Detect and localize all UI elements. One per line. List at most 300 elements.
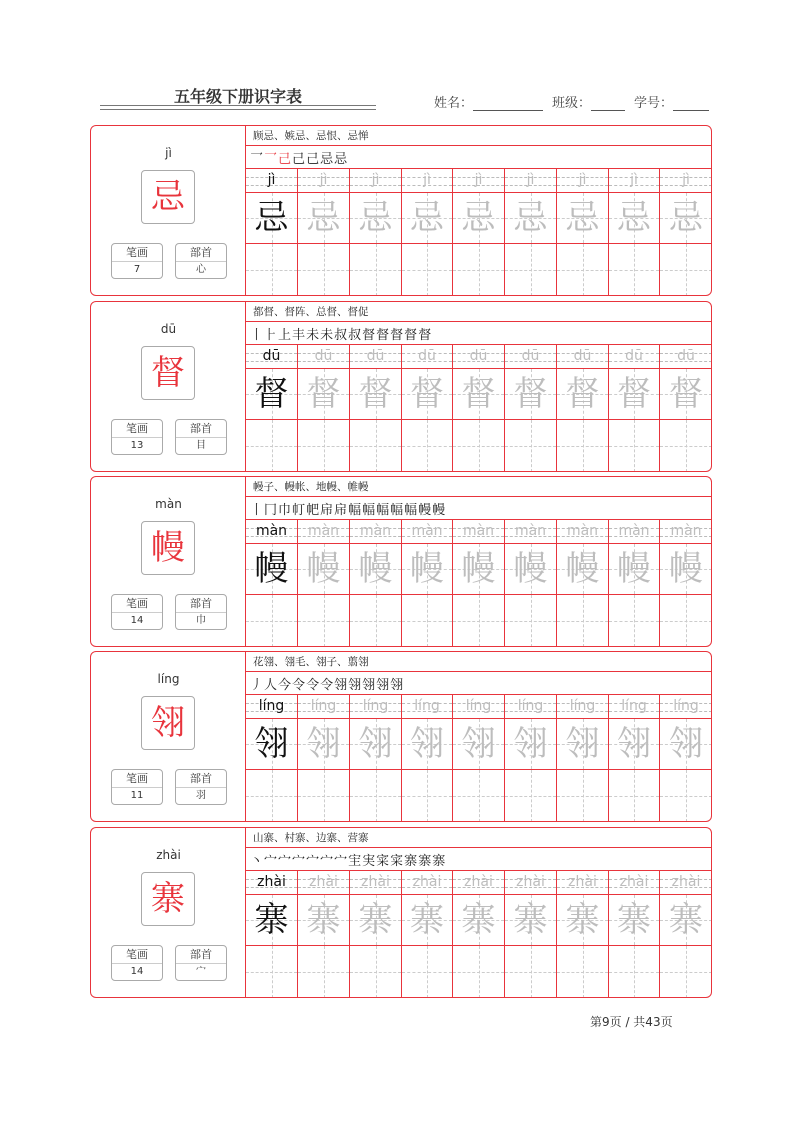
tracing-column [402, 169, 453, 296]
char-cell[interactable] [660, 895, 712, 946]
pinyin-cell[interactable] [557, 695, 608, 719]
trace-pinyin: líng [258, 698, 285, 714]
strokes-value: 11 [130, 790, 144, 801]
practice-cell[interactable] [298, 244, 349, 296]
pinyin-cell[interactable] [350, 520, 401, 544]
char-cell[interactable] [298, 369, 349, 420]
char-cell[interactable] [298, 719, 349, 770]
pinyin-cell[interactable] [453, 520, 504, 544]
pinyin-cell[interactable] [350, 871, 401, 895]
practice-cell[interactable] [350, 595, 401, 647]
tracing-column [402, 871, 453, 998]
pinyin-cell[interactable] [298, 169, 349, 193]
trace-char: 寨 [254, 900, 289, 940]
trace-pinyin: dū [418, 348, 436, 364]
practice-cell[interactable] [505, 595, 556, 647]
number-blank[interactable] [673, 97, 709, 111]
pinyin-cell[interactable] [453, 871, 504, 895]
pinyin-cell[interactable] [402, 695, 452, 719]
tracing-column [453, 345, 505, 472]
stroke-order [246, 848, 712, 871]
tracing-grid [246, 345, 712, 472]
tracing-column [298, 345, 350, 472]
practice-cell[interactable] [505, 770, 556, 822]
stroke-order [246, 672, 712, 695]
trace-pinyin: dū [366, 348, 385, 364]
pinyin-cell[interactable] [660, 695, 712, 719]
char-display-box [141, 696, 195, 750]
tracing-column [557, 520, 609, 647]
trace-pinyin: màn [514, 523, 547, 539]
tracing-column [246, 520, 298, 647]
practice-cell[interactable] [402, 946, 452, 998]
practice-cell[interactable] [298, 420, 349, 472]
stroke-step [362, 324, 375, 347]
radical-box [175, 594, 227, 630]
trace-pinyin: màn [670, 523, 702, 539]
tracing-column [453, 169, 505, 296]
practice-cell[interactable] [298, 946, 349, 998]
trace-pinyin: jì [474, 172, 483, 188]
pinyin-cell[interactable] [609, 345, 659, 369]
pinyin-cell[interactable] [609, 520, 659, 544]
tracing-column [557, 169, 609, 296]
pinyin-cell[interactable] [246, 169, 297, 193]
practice-cell[interactable] [660, 420, 712, 472]
practice-cell[interactable] [609, 595, 659, 647]
char-pinyin: líng [157, 672, 180, 686]
practice-cell[interactable] [453, 770, 504, 822]
stroke-step [418, 850, 431, 873]
stroke-step [334, 850, 347, 873]
char-cell[interactable] [557, 193, 608, 244]
char-cell[interactable] [350, 719, 401, 770]
char-cell[interactable] [298, 193, 349, 244]
stroke-step-base: 己 [292, 152, 306, 167]
stroke-step-base: 宀 [320, 854, 334, 869]
stroke-step [376, 674, 389, 697]
trace-pinyin: dū [314, 348, 333, 364]
char-cell[interactable] [505, 544, 556, 595]
tracing-column [350, 169, 402, 296]
pinyin-cell[interactable] [402, 169, 452, 193]
stroke-step [348, 499, 361, 522]
practice-cell[interactable] [453, 946, 504, 998]
stroke-step-base: 丨 [250, 328, 264, 343]
trace-char: 督 [617, 374, 651, 414]
pinyin-cell[interactable] [350, 695, 401, 719]
stroke-step-base: 叔 [348, 328, 362, 343]
pinyin-cell[interactable] [505, 169, 556, 193]
stroke-step-new: 己 [278, 152, 292, 167]
char-cell[interactable] [660, 719, 712, 770]
card-info [91, 828, 246, 997]
char-cell[interactable] [350, 369, 401, 420]
trace-char: 督 [358, 374, 393, 414]
char-display-box [141, 346, 195, 400]
pinyin-cell[interactable] [505, 695, 556, 719]
stroke-step [292, 148, 305, 171]
pinyin-cell[interactable] [557, 520, 608, 544]
trace-char: 幔 [513, 549, 548, 589]
stroke-step-base: 忌 [320, 152, 334, 167]
trace-pinyin: dū [625, 348, 643, 364]
char-cell[interactable] [453, 895, 504, 946]
tracing-column [453, 871, 505, 998]
practice-cell[interactable] [660, 595, 712, 647]
pinyin-cell[interactable] [402, 345, 452, 369]
trace-char: 寨 [669, 900, 703, 940]
practice-cell[interactable] [246, 244, 297, 296]
name-field [434, 92, 543, 111]
practice-cell[interactable] [298, 770, 349, 822]
stroke-step [376, 324, 389, 347]
trace-char: 翎 [358, 724, 393, 764]
stroke-step [348, 674, 361, 697]
radical-value: 巾 [196, 615, 206, 626]
pinyin-cell[interactable] [557, 871, 608, 895]
pinyin-cell[interactable] [660, 345, 712, 369]
stroke-step [320, 148, 333, 171]
pinyin-cell[interactable] [246, 695, 297, 719]
trace-char: 翎 [306, 724, 341, 764]
char-cell[interactable] [350, 544, 401, 595]
stroke-step-base: 翎 [376, 678, 390, 693]
stroke-step [390, 850, 403, 873]
practice-cell[interactable] [402, 244, 452, 296]
practice-cell[interactable] [246, 420, 297, 472]
pinyin-cell[interactable] [402, 520, 452, 544]
char-cell[interactable] [609, 544, 659, 595]
pinyin-cell[interactable] [298, 871, 349, 895]
trace-pinyin: zhài [671, 874, 701, 890]
char-cell[interactable] [557, 544, 608, 595]
stroke-step [348, 324, 361, 347]
stroke-step-base: 忌 [334, 152, 348, 167]
char-display-box [141, 521, 195, 575]
practice-cell[interactable] [505, 946, 556, 998]
practice-cell[interactable] [505, 244, 556, 296]
tracing-column [298, 695, 350, 822]
trace-char: 寨 [410, 900, 444, 940]
practice-cell[interactable] [557, 946, 608, 998]
practice-cell[interactable] [350, 770, 401, 822]
pinyin-cell[interactable] [557, 345, 608, 369]
radical-box [175, 419, 227, 455]
trace-char: 幔 [669, 549, 703, 589]
char-cell[interactable] [402, 895, 452, 946]
trace-char: 督 [254, 374, 289, 414]
practice-cell[interactable] [609, 946, 659, 998]
pinyin-cell[interactable] [660, 871, 712, 895]
pinyin-cell[interactable] [453, 345, 504, 369]
practice-cell[interactable] [609, 770, 659, 822]
tracing-column [505, 695, 557, 822]
char-pinyin: dū [160, 322, 177, 336]
pinyin-cell[interactable] [453, 695, 504, 719]
char-cell[interactable] [453, 719, 504, 770]
stroke-step [362, 850, 375, 873]
stroke-step-base: 督 [390, 328, 404, 343]
practice-cell[interactable] [453, 595, 504, 647]
stroke-step-base: 未 [320, 328, 334, 343]
practice-cell[interactable] [402, 770, 452, 822]
char-cell[interactable] [350, 193, 401, 244]
name-blank[interactable] [473, 97, 543, 111]
char-cell[interactable] [246, 193, 297, 244]
tracing-column [350, 871, 402, 998]
stroke-step-base: 己 [306, 152, 320, 167]
tracing-column [402, 345, 453, 472]
stroke-step-base: 丿 [250, 678, 264, 693]
trace-pinyin: líng [465, 698, 492, 714]
char-display: 督 [151, 353, 185, 393]
strokes-label: 笔画 [112, 420, 162, 438]
practice-cell[interactable] [557, 595, 608, 647]
stroke-step-base: 実 [362, 854, 376, 869]
tracing-column [505, 871, 557, 998]
char-cell[interactable] [557, 719, 608, 770]
pinyin-cell[interactable] [609, 871, 659, 895]
char-cell[interactable] [402, 719, 452, 770]
trace-char: 幔 [461, 549, 496, 589]
pinyin-cell[interactable] [505, 871, 556, 895]
stroke-step [250, 850, 263, 873]
char-cell[interactable] [609, 719, 659, 770]
stroke-step-base: 帊 [306, 503, 320, 518]
trace-char: 忌 [306, 198, 341, 238]
trace-pinyin: màn [462, 523, 495, 539]
trace-pinyin: zhài [568, 874, 597, 890]
practice-cell[interactable] [350, 946, 401, 998]
stroke-step [334, 148, 347, 171]
pinyin-cell[interactable] [660, 169, 712, 193]
trace-pinyin: jì [267, 172, 276, 188]
stroke-step-base: 宀 [334, 854, 348, 869]
char-cell[interactable] [505, 369, 556, 420]
char-card [90, 827, 712, 998]
practice-cell[interactable] [557, 244, 608, 296]
stroke-step-base: 寀 [390, 854, 404, 869]
pinyin-cell[interactable] [246, 520, 297, 544]
practice-cell[interactable] [246, 595, 297, 647]
strokes-value: 14 [130, 966, 144, 977]
trace-char: 督 [410, 374, 444, 414]
trace-char: 忌 [513, 198, 548, 238]
pinyin-cell[interactable] [298, 695, 349, 719]
char-card [90, 476, 712, 647]
char-cell[interactable] [402, 369, 452, 420]
stroke-step [306, 148, 319, 171]
tracing-column [609, 345, 660, 472]
practice-cell[interactable] [246, 770, 297, 822]
tracing-column [660, 169, 712, 296]
stroke-step-base: 督 [418, 328, 432, 343]
practice-cell[interactable] [350, 244, 401, 296]
stroke-step [292, 324, 305, 347]
char-cell[interactable] [609, 895, 659, 946]
char-card [90, 651, 712, 822]
trace-pinyin: màn [411, 523, 443, 539]
stroke-step [250, 499, 263, 522]
stroke-step [250, 674, 263, 697]
tracing-column [246, 871, 298, 998]
practice-area [246, 477, 712, 646]
char-cell[interactable] [557, 369, 608, 420]
stroke-step-base: 翎 [362, 678, 376, 693]
stroke-step-base: 今 [278, 678, 292, 693]
stroke-step-base: ⺊ [264, 328, 278, 343]
pinyin-cell[interactable] [453, 169, 504, 193]
stroke-step-base: 翎 [348, 678, 362, 693]
char-cell[interactable] [557, 895, 608, 946]
stroke-step-base: 寨 [404, 854, 418, 869]
char-cell[interactable] [505, 895, 556, 946]
pinyin-cell[interactable] [246, 345, 297, 369]
trace-pinyin: dū [262, 348, 281, 364]
pinyin-cell[interactable] [298, 345, 349, 369]
stroke-order [246, 322, 712, 345]
pinyin-cell[interactable] [350, 345, 401, 369]
practice-cell[interactable] [505, 420, 556, 472]
practice-cell[interactable] [557, 420, 608, 472]
practice-cell[interactable] [660, 770, 712, 822]
pinyin-cell[interactable] [505, 520, 556, 544]
pinyin-cell[interactable] [246, 871, 297, 895]
tracing-column [609, 520, 660, 647]
char-cell[interactable] [505, 193, 556, 244]
stroke-step [390, 499, 403, 522]
radical-label: 部首 [176, 244, 226, 262]
stroke-step [278, 499, 291, 522]
stroke-step [292, 850, 305, 873]
pinyin-cell[interactable] [298, 520, 349, 544]
name-label: 姓名： [434, 96, 474, 111]
trace-char: 幔 [254, 549, 289, 589]
stroke-step-base: 幔 [418, 503, 432, 518]
practice-cell[interactable] [660, 244, 712, 296]
practice-cell[interactable] [402, 420, 452, 472]
pinyin-cell[interactable] [402, 871, 452, 895]
char-cell[interactable] [350, 895, 401, 946]
stroke-step-base: 令 [320, 678, 334, 693]
practice-area [246, 828, 712, 997]
stroke-step-base: 宀 [306, 854, 320, 869]
trace-char: 翎 [669, 724, 703, 764]
char-cell[interactable] [505, 719, 556, 770]
tracing-column [505, 169, 557, 296]
trace-char: 翎 [617, 724, 651, 764]
practice-cell[interactable] [298, 595, 349, 647]
trace-pinyin: líng [517, 698, 544, 714]
practice-cell[interactable] [609, 420, 659, 472]
strokes-label: 笔画 [112, 595, 162, 613]
stroke-step-base: 令 [292, 678, 306, 693]
pinyin-cell[interactable] [557, 169, 608, 193]
strokes-label: 笔画 [112, 244, 162, 262]
practice-cell[interactable] [402, 595, 452, 647]
tracing-column [660, 695, 712, 822]
stroke-step-base: 幅 [348, 503, 362, 518]
char-cell[interactable] [660, 544, 712, 595]
stroke-step [362, 674, 375, 697]
char-cell[interactable] [246, 544, 297, 595]
practice-cell[interactable] [453, 244, 504, 296]
practice-cell[interactable] [557, 770, 608, 822]
tracing-grid [246, 871, 712, 998]
char-cell[interactable] [246, 895, 297, 946]
char-cell[interactable] [609, 369, 659, 420]
pinyin-cell[interactable] [660, 520, 712, 544]
pinyin-cell[interactable] [609, 169, 659, 193]
stroke-step-base: 翎 [334, 678, 348, 693]
word-list: 花翎、翎毛、翎子、翦翎 [246, 652, 712, 672]
trace-char: 翎 [565, 724, 600, 764]
class-blank[interactable] [591, 97, 625, 111]
stroke-step [376, 499, 389, 522]
practice-cell[interactable] [453, 420, 504, 472]
stroke-step-base: 幅 [390, 503, 404, 518]
tracing-column [402, 520, 453, 647]
char-cell[interactable] [660, 369, 712, 420]
stroke-step [404, 850, 417, 873]
char-cell[interactable] [453, 193, 504, 244]
stroke-step [334, 324, 347, 347]
stroke-step-base: 帍 [320, 503, 334, 518]
char-cell[interactable] [298, 544, 349, 595]
practice-cell[interactable] [246, 946, 297, 998]
practice-cell[interactable] [609, 244, 659, 296]
tracing-column [609, 871, 660, 998]
char-pinyin: jì [165, 146, 172, 160]
card-info [91, 302, 246, 471]
stroke-step [306, 850, 319, 873]
stroke-step [320, 850, 333, 873]
char-display: 翎 [151, 703, 185, 743]
stroke-step-new: 乛 [264, 152, 278, 167]
trace-char: 幔 [358, 549, 393, 589]
practice-cell[interactable] [350, 420, 401, 472]
char-cell[interactable] [402, 193, 452, 244]
strokes-label: 笔画 [112, 770, 162, 788]
char-cell[interactable] [660, 193, 712, 244]
trace-pinyin: líng [569, 698, 596, 714]
stroke-step-base: 督 [376, 328, 390, 343]
char-cell[interactable] [453, 369, 504, 420]
stroke-step-base: 乛 [250, 152, 264, 167]
pinyin-cell[interactable] [609, 695, 659, 719]
card-info [91, 652, 246, 821]
trace-char: 翎 [513, 724, 548, 764]
trace-char: 忌 [617, 198, 651, 238]
trace-char: 忌 [358, 198, 393, 238]
trace-pinyin: jì [371, 172, 380, 188]
char-cell[interactable] [402, 544, 452, 595]
trace-pinyin: zhài [619, 874, 649, 890]
char-cell[interactable] [609, 193, 659, 244]
trace-char: 督 [513, 374, 548, 414]
stroke-step-base: 宔 [348, 854, 362, 869]
pinyin-cell[interactable] [350, 169, 401, 193]
char-cell[interactable] [246, 719, 297, 770]
tracing-column [350, 345, 402, 472]
practice-cell[interactable] [660, 946, 712, 998]
pinyin-cell[interactable] [505, 345, 556, 369]
char-cell[interactable] [298, 895, 349, 946]
char-cell[interactable] [246, 369, 297, 420]
char-cell[interactable] [453, 544, 504, 595]
trace-pinyin: líng [621, 698, 647, 714]
